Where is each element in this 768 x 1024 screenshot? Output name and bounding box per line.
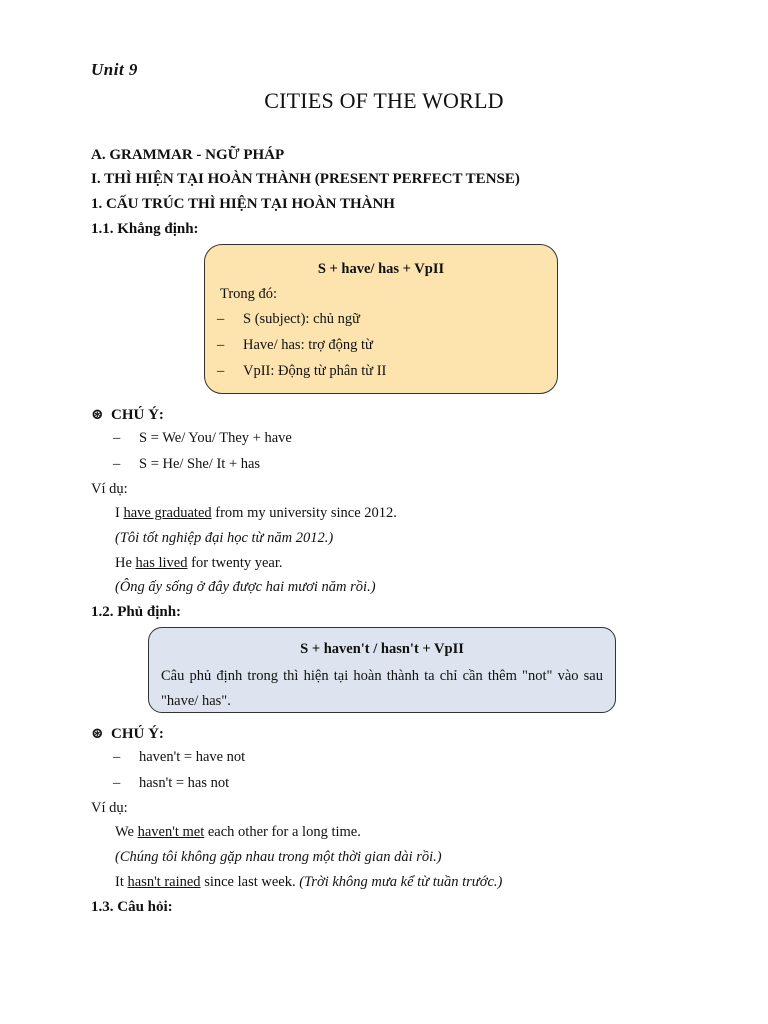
note-item: – hasn't = has not [113,775,230,791]
example-sentence: I have graduated from my university since 2012. [115,505,397,521]
heading-question: 1.3. Câu hỏi: [91,899,173,915]
example-sentence: We haven't met each other for a long time. [115,824,361,840]
page-title: CITIES OF THE WORLD [264,88,504,113]
heading-affirmative: 1.1. Khẳng định: [91,221,199,237]
negative-explanation: Câu phủ định trong thì hiện tại hoàn thành ta chỉ cần thêm "not" vào sau "have/ has". [161,668,603,709]
box-item: – Have/ has: trợ động từ [217,337,373,353]
affirmative-formula-box [204,244,558,394]
example-translation: (Chúng tôi không gặp nhau trong một thời gian dài rồi.) [115,849,442,865]
example-translation: (Ông ấy sống ở đây được hai mươi năm rồi.) [115,579,376,595]
affirmative-formula: S + have/ has + VpII [317,261,445,277]
note-heading: ⊛ CHÚ Ý: [91,407,164,423]
box-item: – S (subject): chủ ngữ [217,311,360,327]
example-label: Ví dụ: [91,800,128,816]
example-translation: (Tôi tốt nghiệp đại học từ năm 2012.) [115,530,334,546]
heading-negative: 1.2. Phủ định: [91,604,182,620]
note-item: – S = He/ She/ It + has [113,456,261,472]
example-sentence: He has lived for twenty year. [115,555,283,571]
heading-present-perfect: I. THÌ HIỆN TẠI HOÀN THÀNH (PRESENT PERFECT TENSE) [91,171,520,187]
negative-formula-box [148,627,616,713]
note-item: – S = We/ You/ They + have [113,430,292,446]
heading-structure: 1. CẤU TRÚC THÌ HIỆN TẠI HOÀN THÀNH [91,196,395,212]
note-item: – haven't = have not [113,749,246,765]
note-heading: ⊛ CHÚ Ý: [91,726,164,742]
example-label: Ví dụ: [91,481,128,497]
example-sentence: It hasn't rained since last week. (Trời không mưa kể từ tuần trước.) [115,874,503,890]
box-item: – VpII: Động từ phân từ II [217,363,387,379]
note-symbol-icon: ⊛ [91,407,104,423]
heading-grammar: A. GRAMMAR - NGỮ PHÁP [91,147,285,163]
unit-label: Unit 9 [91,60,138,79]
box-intro: Trong đó: [220,286,278,302]
negative-formula: S + haven't / hasn't + VpII [300,641,464,657]
note-symbol-icon: ⊛ [91,726,104,742]
